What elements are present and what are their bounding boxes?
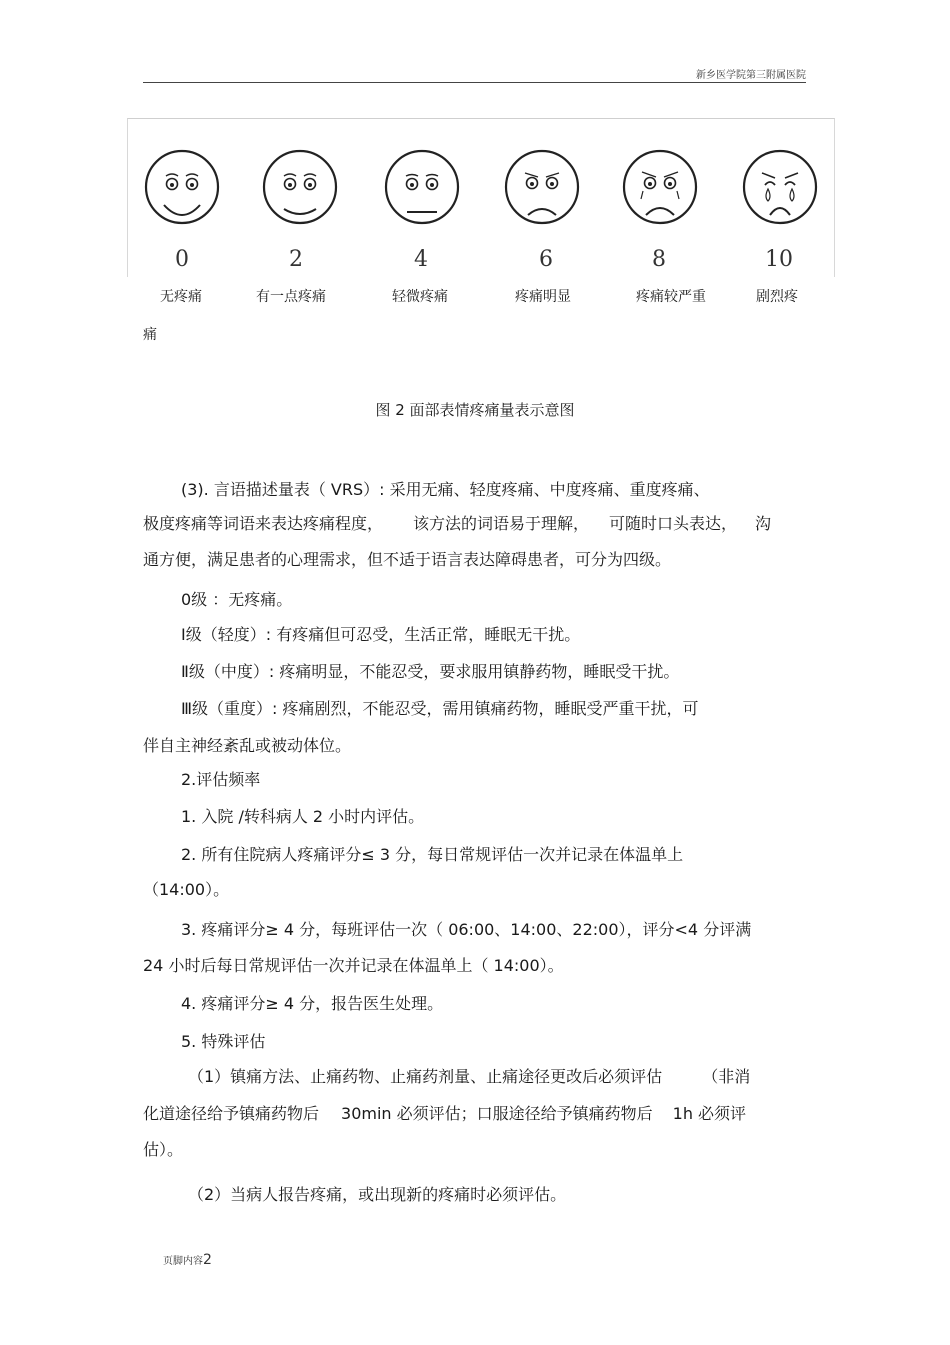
frequency-item-3-line-1: 3. 疼痛评分≥ 4 分，每班评估一次（ 06:00、14:00、22:00），评分<4 分评满	[181, 920, 752, 939]
page-footer	[163, 1252, 212, 1268]
face-8-icon	[624, 151, 696, 223]
frequency-item-1: 1. 入院 /转科病人 2 小时内评估。	[181, 807, 425, 826]
grade-0: 0级 ：无疼痛。	[181, 590, 293, 609]
special-1-line-1-part-a: （1）镇痛方法、止痛药物、止痛药剂量、止痛途径更改后必须评估	[188, 1067, 663, 1086]
grade-3-line-2: 伴自主神经紊乱或被动体位。	[143, 736, 352, 755]
face-label-2: 有一点疼痛	[256, 289, 326, 305]
frequency-title: 2.评估频率	[181, 770, 261, 789]
face-label-6: 疼痛明显	[515, 289, 571, 305]
face-10-icon	[744, 151, 816, 223]
vrs-line-3: 通方便，满足患者的心理需求，但不适于语言表达障碍患者，可分为四级。	[143, 550, 672, 569]
special-1-line-2-part-b: 30min 必须评估；口服途径给予镇痛药物后	[341, 1104, 653, 1123]
face-2-icon	[264, 151, 336, 223]
face-0-icon	[146, 151, 218, 223]
special-1-line-1	[188, 1064, 750, 1087]
page-number: 2	[203, 1252, 212, 1268]
pain-faces	[128, 119, 834, 277]
special-1-line-1-part-b: （非消	[702, 1067, 751, 1086]
figure-caption: 图 2 面部表情疼痛量表示意图	[375, 401, 575, 419]
face-label-0: 无疼痛	[160, 289, 202, 305]
face-label-10: 剧烈疼	[756, 289, 798, 305]
frequency-item-5: 5. 特殊评估	[181, 1032, 266, 1051]
vrs-line-2	[143, 511, 771, 534]
face-value-8: 8	[652, 247, 666, 272]
page-header: 新乡医学院第三附属医院	[696, 70, 806, 81]
face-4-icon	[386, 151, 458, 223]
vrs-line-2-part-b: 该方法的词语易于理解，	[413, 514, 590, 533]
face-label-8: 疼痛较严重	[636, 289, 706, 305]
special-1-line-2-part-c: 1h 必须评	[672, 1104, 747, 1123]
vrs-line-2-part-c: 可随时口头表达，	[609, 514, 738, 533]
frequency-item-3-line-2: 24 小时后每日常规评估一次并记录在体温单上（ 14:00）。	[143, 956, 564, 975]
face-value-4: 4	[414, 247, 428, 272]
frequency-item-2-line-1: 2. 所有住院病人疼痛评分≤ 3 分，每日常规评估一次并记录在体温单上	[181, 845, 684, 864]
face-6-icon	[506, 151, 578, 223]
face-label-wrap: 痛	[143, 327, 157, 343]
grade-1: Ⅰ级（轻度）: 有疼痛但可忍受，生活正常，睡眠无干扰。	[181, 625, 581, 644]
face-value-2: 2	[289, 247, 303, 272]
vrs-line-2-part-d: 沟	[755, 514, 772, 533]
special-1-line-2-part-a: 化道途径给予镇痛药物后	[143, 1104, 320, 1123]
frequency-item-2-line-2: （14:00）。	[143, 880, 230, 899]
face-value-6: 6	[539, 247, 553, 272]
frequency-item-4: 4. 疼痛评分≥ 4 分，报告医生处理。	[181, 994, 444, 1013]
grade-2: Ⅱ级（中度）: 疼痛明显，不能忍受，要求服用镇静药物，睡眠受干扰。	[181, 662, 680, 681]
face-label-4: 轻微疼痛	[392, 289, 448, 305]
special-1-line-2	[143, 1101, 746, 1124]
vrs-line-2-part-a: 极度疼痛等词语来表达疼痛程度，	[143, 514, 384, 533]
footer-label: 页脚内容	[163, 1256, 203, 1267]
grade-3-line-1: Ⅲ级（重度）: 疼痛剧烈，不能忍受，需用镇痛药物，睡眠受严重干扰，可	[181, 699, 699, 718]
pain-scale-figure	[127, 118, 835, 277]
vrs-line-1: (3). 言语描述量表（ VRS）: 采用无痛、轻度疼痛、中度疼痛、重度疼痛、	[181, 480, 710, 499]
special-1-line-3: 估）。	[143, 1140, 184, 1159]
special-2: （2）当病人报告疼痛，或出现新的疼痛时必须评估。	[188, 1185, 567, 1204]
face-value-0: 0	[175, 247, 189, 272]
face-value-10: 10	[765, 247, 793, 272]
header-divider	[143, 82, 806, 83]
